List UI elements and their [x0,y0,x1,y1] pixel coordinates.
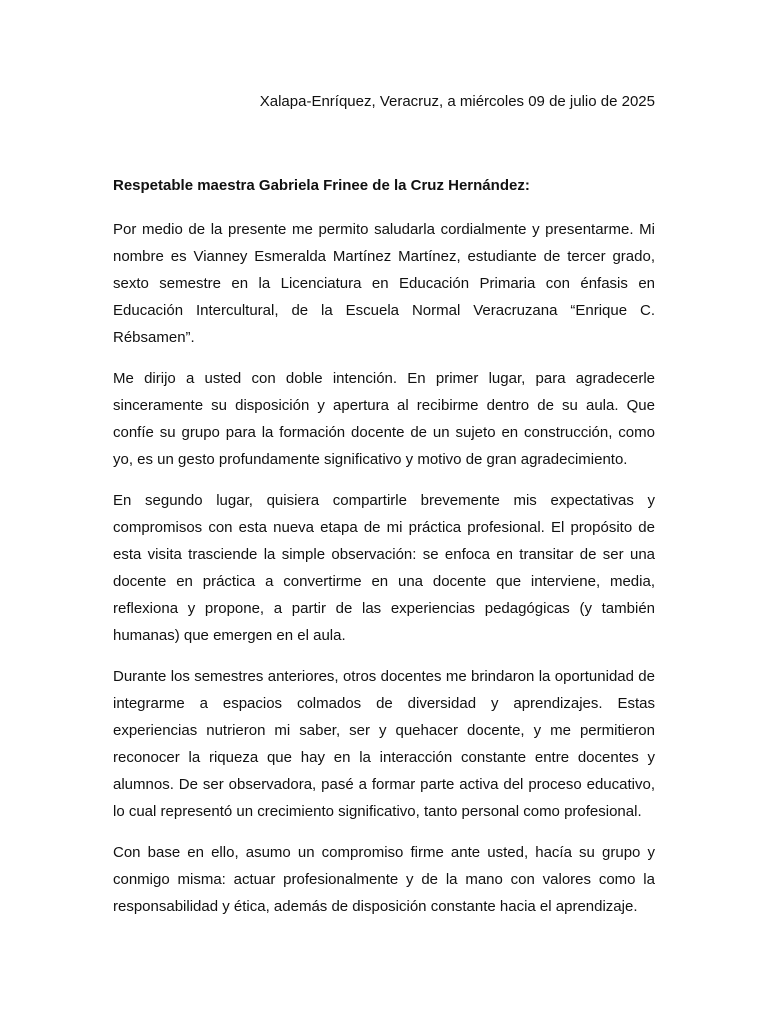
letter-body [113,216,655,920]
paragraph-gratitude: Me dirijo a usted con doble intención. En primer lugar, para agradecerle sinceramente su disposición y apertura al recibirme dentro de su aula. Que confíe su grupo para la formación docente de un sujeto en construcción, como yo, es un gesto profundamente significativo y motivo de gran agradecimiento. [113,370,655,468]
paragraph-introduction: Por medio de la presente me permito saludarla cordialmente y presentarme. Mi nombre es Vianney Esmeralda Martínez Martínez, estudiante de tercer grado, sexto semestre en la Licenciatura en Educación Primaria con énfasis en Educación Intercultural, de la Escuela Normal Veracruzana “Enrique C. Rébsamen”. [113,221,655,346]
paragraph-commitment: Con base en ello, asumo un compromiso firme ante usted, hacía su grupo y conmigo misma: actuar profesionalmente y de la mano con valores como la responsabilidad y ética, además de disposición constante hacia el aprendizaje. [113,844,655,915]
salutation: Respetable maestra Gabriela Frinee de la Cruz Hernández: [113,177,530,194]
date-line: Xalapa-Enríquez, Veracruz, a miércoles 09 de julio de 2025 [259,93,655,110]
paragraph-expectations: En segundo lugar, quisiera compartirle brevemente mis expectativas y compromisos con esta nueva etapa de mi práctica profesional. El propósito de esta visita trasciende la simple observación: se enfoca en transitar de ser una docente en práctica a convertirme en una docente que interviene, media, reflexiona y propone, a partir de las experiencias pedagógicas (y también humanas) que emergen en el aula. [113,492,655,644]
paragraph-previous-semesters: Durante los semestres anteriores, otros docentes me brindaron la oportunidad de integrarme a espacios colmados de diversidad y aprendizajes. Estas experiencias nutrieron mi saber, ser y quehacer docente, y me permitieron reconocer la riqueza que hay en la interacción constante entre docentes y alumnos. De ser observadora, pasé a formar parte activa del proceso educativo, lo cual representó un crecimiento significativo, tanto personal como profesional. [113,668,655,820]
